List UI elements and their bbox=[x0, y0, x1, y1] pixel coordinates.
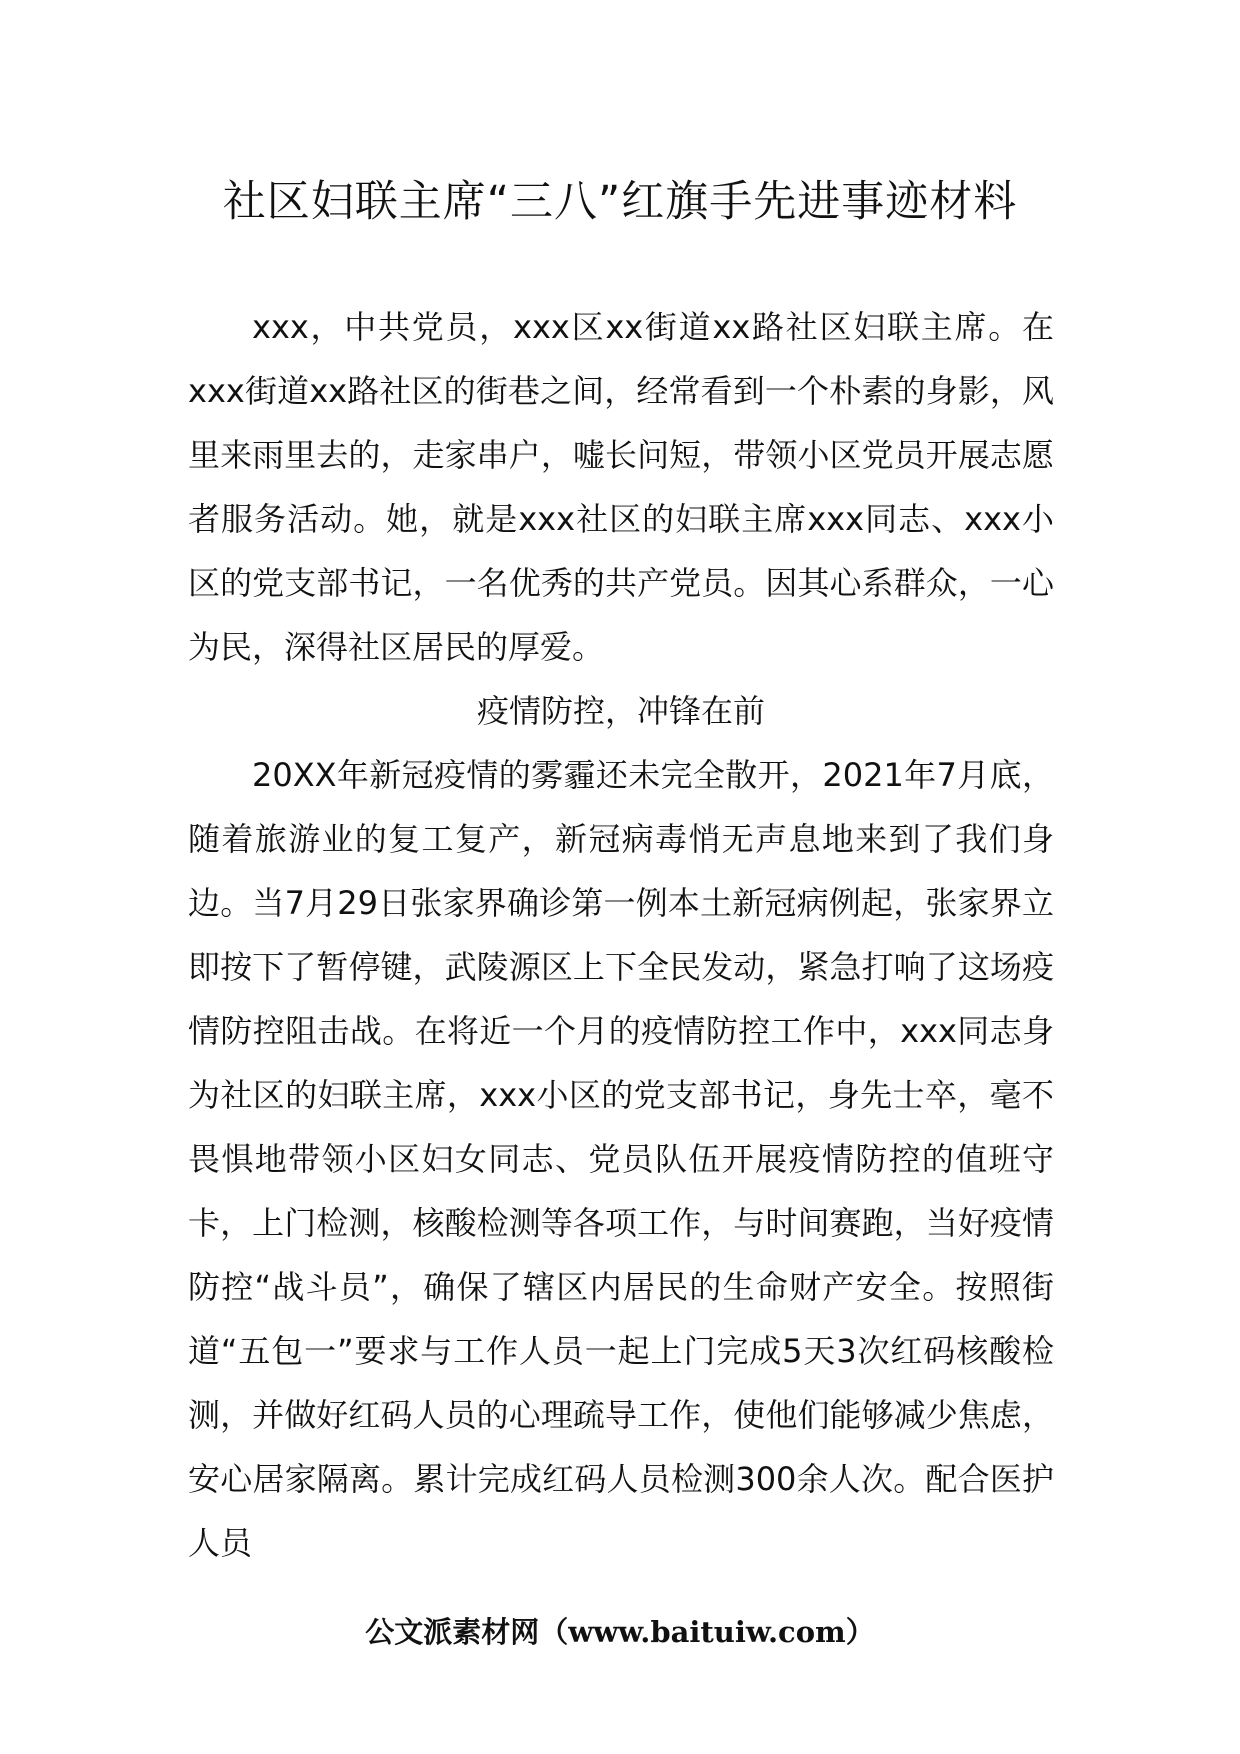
section-heading: 疫情防控，冲锋在前 bbox=[476, 692, 765, 730]
document-body bbox=[188, 295, 1054, 1575]
footer-watermark: 公文派素材网（www.baituiw.com） bbox=[365, 1615, 875, 1649]
intro-paragraph: xxx，中共党员，xxx区xx街道xx路社区妇联主席。在xxx街道xx路社区的街巷之间，经常看到一个朴素的身影，风里来雨里去的，走家串户，嘘长问短，带领小区党员开展志愿者服务活动。她，就是xxx社区的妇联主席xxx同志、xxx小区的党支部书记，一名优秀的共产党员。因其心系群众，一心为民，深得社区居民的厚爱。 bbox=[188, 308, 1054, 666]
section-paragraph: 20XX年新冠疫情的雾霾还未完全散开，2021年7月底，随着旅游业的复工复产，新冠病毒悄无声息地来到了我们身边。当7月29日张家界确诊第一例本土新冠病例起，张家界立即按下了暂停键，武陵源区上下全民发动，紧急打响了这场疫情防控阻击战。在将近一个月的疫情防控工作中，xxx同志身为社区的妇联主席，xxx小区的党支部书记，身先士卒，毫不畏惧地带领小区妇女同志、党员队伍开展疫情防控的值班守卡，上门检测，核酸检测等各项工作，与时间赛跑，当好疫情防控“战斗员”，确保了辖区内居民的生命财产安全。按照街道“五包一”要求与工作人员一起上门完成5天3次红码核酸检测，并做好红码人员的心理疏导工作，使他们能够减少焦虑，安心居家隔离。累计完成红码人员检测300余人次。配合医护人员 bbox=[188, 756, 1054, 1562]
document-title: 社区妇联主席“三八”红旗手先进事迹材料 bbox=[222, 177, 1018, 227]
